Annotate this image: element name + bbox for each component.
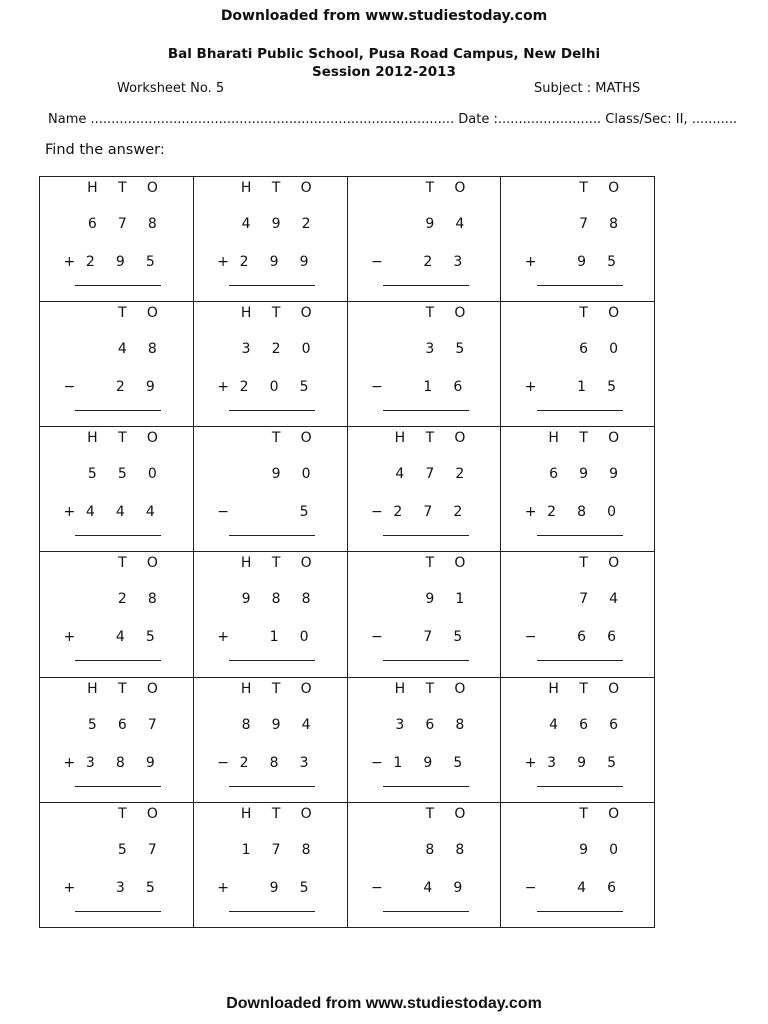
bottom-number bbox=[217, 379, 319, 395]
answer-line[interactable] bbox=[75, 786, 161, 787]
answer-line[interactable] bbox=[537, 660, 623, 661]
operator-sign: + bbox=[63, 629, 76, 646]
problem-cell bbox=[40, 552, 194, 677]
top-number: 2 8 bbox=[117, 591, 157, 608]
place-value-header: T O bbox=[118, 305, 158, 322]
problem-grid bbox=[39, 176, 655, 928]
answer-line[interactable] bbox=[229, 285, 315, 286]
problem-cell bbox=[347, 177, 501, 302]
operator-sign: + bbox=[524, 504, 537, 521]
top-number: 3 2 0 bbox=[241, 341, 311, 358]
operator-sign: − bbox=[371, 754, 383, 771]
operator-sign: − bbox=[371, 379, 383, 396]
answer-line[interactable] bbox=[229, 660, 315, 661]
school-name: Bal Bharati Public School, Pusa Road Campus, New Delhi bbox=[167, 46, 601, 62]
top-number: 4 8 bbox=[117, 341, 157, 358]
bottom-number bbox=[525, 755, 627, 771]
answer-line[interactable] bbox=[229, 786, 315, 787]
download-banner-top: Downloaded from www.studiestoday.com bbox=[220, 8, 548, 24]
operator-sign: − bbox=[63, 379, 76, 396]
addend-underlined: 1 5 bbox=[577, 379, 617, 396]
bottom-number bbox=[63, 629, 165, 645]
operator-sign: − bbox=[217, 504, 229, 521]
place-value-header: T O bbox=[271, 430, 312, 447]
bottom-number bbox=[525, 629, 627, 645]
place-value-header: H T O bbox=[240, 805, 312, 822]
operator-sign: − bbox=[524, 879, 537, 896]
answer-line[interactable] bbox=[383, 660, 469, 661]
bottom-number bbox=[63, 504, 165, 520]
operator-sign: − bbox=[217, 754, 229, 771]
operator-sign: + bbox=[217, 254, 229, 270]
operator-sign: + bbox=[63, 504, 76, 521]
answer-line[interactable] bbox=[383, 410, 469, 411]
place-value-header: H T O bbox=[240, 555, 312, 572]
addend-underlined: 4 5 bbox=[115, 629, 155, 646]
problem-cell bbox=[40, 802, 194, 927]
addend-underlined: 9 5 bbox=[269, 879, 309, 896]
problem-cell bbox=[40, 302, 194, 427]
problem-cell bbox=[501, 302, 655, 427]
place-value-header: H T O bbox=[394, 430, 466, 447]
bottom-number bbox=[371, 629, 473, 645]
bottom-number bbox=[525, 880, 627, 896]
problem-cell bbox=[40, 177, 194, 302]
addend-underlined: 2 7 2 bbox=[393, 504, 463, 521]
top-number: 8 9 4 bbox=[241, 716, 311, 733]
operator-sign: − bbox=[371, 254, 383, 270]
place-value-header: H T O bbox=[548, 430, 620, 447]
place-value-header: H T O bbox=[87, 430, 158, 447]
operator-sign: − bbox=[371, 629, 383, 646]
top-number: 9 8 8 bbox=[241, 591, 311, 608]
addend-underlined: 1 9 5 bbox=[393, 754, 463, 771]
place-value-header: T O bbox=[579, 305, 620, 322]
answer-line[interactable] bbox=[537, 911, 623, 912]
top-number: 6 0 bbox=[579, 341, 619, 358]
problem-row bbox=[40, 302, 655, 427]
place-value-header: H T O bbox=[87, 180, 158, 196]
addend-underlined: 1 6 bbox=[423, 379, 463, 396]
addend-underlined: 3 8 9 bbox=[85, 754, 155, 771]
place-value-header: T O bbox=[118, 805, 158, 822]
place-value-header: T O bbox=[425, 555, 466, 572]
worksheet-number: Worksheet No. 5 bbox=[117, 81, 225, 96]
addend-underlined: 4 4 4 bbox=[85, 504, 155, 521]
bottom-number bbox=[217, 880, 319, 896]
operator-sign: + bbox=[63, 879, 76, 896]
place-value-header: H T O bbox=[548, 680, 620, 697]
problem-row bbox=[40, 177, 655, 302]
addend-underlined: 2 3 bbox=[423, 254, 463, 270]
place-value-header: T O bbox=[118, 555, 158, 572]
addend-underlined: 5 bbox=[299, 504, 309, 521]
problem-cell bbox=[347, 302, 501, 427]
problem-cell bbox=[193, 552, 347, 677]
bottom-number bbox=[371, 755, 473, 771]
place-value-header: T O bbox=[579, 180, 620, 196]
bottom-number bbox=[63, 379, 165, 395]
answer-line[interactable] bbox=[537, 786, 623, 787]
place-value-header: T O bbox=[425, 180, 466, 196]
top-number: 7 8 bbox=[579, 216, 619, 232]
answer-line[interactable] bbox=[383, 535, 469, 536]
problem-cell bbox=[40, 677, 194, 802]
top-number: 4 7 2 bbox=[395, 466, 465, 483]
problem-cell bbox=[347, 427, 501, 552]
operator-sign: − bbox=[371, 504, 383, 521]
answer-line[interactable] bbox=[75, 285, 161, 286]
place-value-header: T O bbox=[579, 805, 620, 822]
top-number: 9 1 bbox=[425, 591, 465, 608]
top-number: 6 7 8 bbox=[87, 216, 157, 232]
problem-cell bbox=[193, 677, 347, 802]
top-number: 5 5 0 bbox=[87, 466, 157, 483]
session-label: Session 2012-2013 bbox=[312, 64, 456, 80]
operator-sign: − bbox=[524, 629, 537, 646]
addend-underlined: 2 9 5 bbox=[85, 254, 155, 270]
top-number: 3 6 8 bbox=[395, 716, 465, 733]
place-value-header: T O bbox=[425, 305, 466, 322]
problem-cell bbox=[193, 802, 347, 927]
addend-underlined: 3 9 5 bbox=[547, 754, 617, 771]
answer-line[interactable] bbox=[75, 660, 161, 661]
bottom-number bbox=[371, 254, 473, 270]
top-number: 5 6 7 bbox=[87, 716, 157, 733]
place-value-header: H T O bbox=[240, 680, 312, 697]
answer-line[interactable] bbox=[229, 535, 315, 536]
addend-underlined: 2 8 3 bbox=[239, 754, 309, 771]
bottom-number bbox=[217, 755, 319, 771]
place-value-header: H T O bbox=[240, 305, 312, 322]
addend-underlined: 2 8 0 bbox=[547, 504, 617, 521]
bottom-number bbox=[371, 880, 473, 896]
addend-underlined: 7 5 bbox=[423, 629, 463, 646]
operator-sign: + bbox=[524, 254, 537, 270]
bottom-number bbox=[63, 254, 165, 270]
subject-label: Subject : MATHS bbox=[534, 81, 641, 96]
bottom-number bbox=[371, 379, 473, 395]
answer-line[interactable] bbox=[229, 911, 315, 912]
addend-underlined: 2 0 5 bbox=[239, 379, 309, 396]
top-number: 9 0 bbox=[271, 466, 311, 483]
answer-line[interactable] bbox=[537, 535, 623, 536]
answer-line[interactable] bbox=[75, 410, 161, 411]
problem-row bbox=[40, 552, 655, 677]
problem-row bbox=[40, 427, 655, 552]
instruction-text: Find the answer: bbox=[45, 142, 165, 158]
bottom-number bbox=[217, 629, 319, 645]
operator-sign: + bbox=[63, 754, 76, 771]
download-banner-bottom: Downloaded from www.studiestoday.com bbox=[226, 995, 542, 1012]
top-number: 4 6 6 bbox=[549, 716, 619, 733]
problem-cell bbox=[193, 177, 347, 302]
top-number: 8 8 bbox=[425, 841, 465, 858]
place-value-header: T O bbox=[425, 805, 466, 822]
problem-cell bbox=[501, 552, 655, 677]
top-number: 4 9 2 bbox=[241, 216, 311, 232]
answer-line[interactable] bbox=[383, 786, 469, 787]
operator-sign: + bbox=[524, 379, 537, 396]
bottom-number bbox=[217, 254, 319, 270]
bottom-number bbox=[63, 755, 165, 771]
addend-underlined: 2 9 9 bbox=[239, 254, 309, 270]
answer-line[interactable] bbox=[383, 285, 469, 286]
answer-line[interactable] bbox=[75, 535, 161, 536]
answer-line[interactable] bbox=[229, 410, 315, 411]
operator-sign: + bbox=[217, 629, 229, 646]
bottom-number bbox=[525, 504, 627, 520]
problem-cell bbox=[501, 427, 655, 552]
addend-underlined: 3 5 bbox=[115, 879, 155, 896]
top-number: 9 4 bbox=[425, 216, 465, 232]
problem-cell bbox=[347, 677, 501, 802]
addend-underlined: 9 5 bbox=[577, 254, 617, 270]
answer-line[interactable] bbox=[537, 285, 623, 286]
bottom-number bbox=[371, 504, 473, 520]
bottom-number bbox=[217, 504, 319, 520]
school-heading bbox=[0, 45, 768, 81]
place-value-header: H T O bbox=[87, 680, 158, 697]
operator-sign: + bbox=[217, 379, 229, 396]
problem-cell bbox=[501, 802, 655, 927]
name-date-class-line: Name ........................................................................................ Date :......................... Class/Sec: II, ........... bbox=[48, 112, 738, 127]
bottom-number bbox=[63, 880, 165, 896]
place-value-header: T O bbox=[579, 555, 620, 572]
bottom-number bbox=[525, 379, 627, 395]
problem-cell bbox=[501, 677, 655, 802]
problem-row bbox=[40, 677, 655, 802]
addend-underlined: 6 6 bbox=[577, 629, 617, 646]
addend-underlined: 1 0 bbox=[269, 629, 309, 646]
top-number: 3 5 bbox=[425, 341, 465, 358]
place-value-header: H T O bbox=[240, 180, 312, 196]
top-number: 6 9 9 bbox=[549, 466, 619, 483]
top-number: 1 7 8 bbox=[241, 841, 311, 858]
answer-line[interactable] bbox=[383, 911, 469, 912]
answer-line[interactable] bbox=[75, 911, 161, 912]
operator-sign: + bbox=[524, 754, 537, 771]
problem-cell bbox=[347, 552, 501, 677]
addend-underlined: 2 9 bbox=[115, 379, 155, 396]
problem-cell bbox=[501, 177, 655, 302]
operator-sign: + bbox=[217, 879, 229, 896]
problem-row bbox=[40, 802, 655, 927]
problem-cell bbox=[40, 427, 194, 552]
operator-sign: + bbox=[63, 254, 76, 270]
problem-cell bbox=[193, 302, 347, 427]
place-value-header: H T O bbox=[394, 680, 466, 697]
top-number: 5 7 bbox=[117, 841, 157, 858]
problem-cell bbox=[193, 427, 347, 552]
top-number: 7 4 bbox=[579, 591, 619, 608]
operator-sign: − bbox=[371, 879, 383, 896]
addend-underlined: 4 6 bbox=[577, 879, 617, 896]
answer-line[interactable] bbox=[537, 410, 623, 411]
problem-cell bbox=[347, 802, 501, 927]
bottom-number bbox=[525, 254, 627, 270]
addend-underlined: 4 9 bbox=[423, 879, 463, 896]
top-number: 9 0 bbox=[579, 841, 619, 858]
